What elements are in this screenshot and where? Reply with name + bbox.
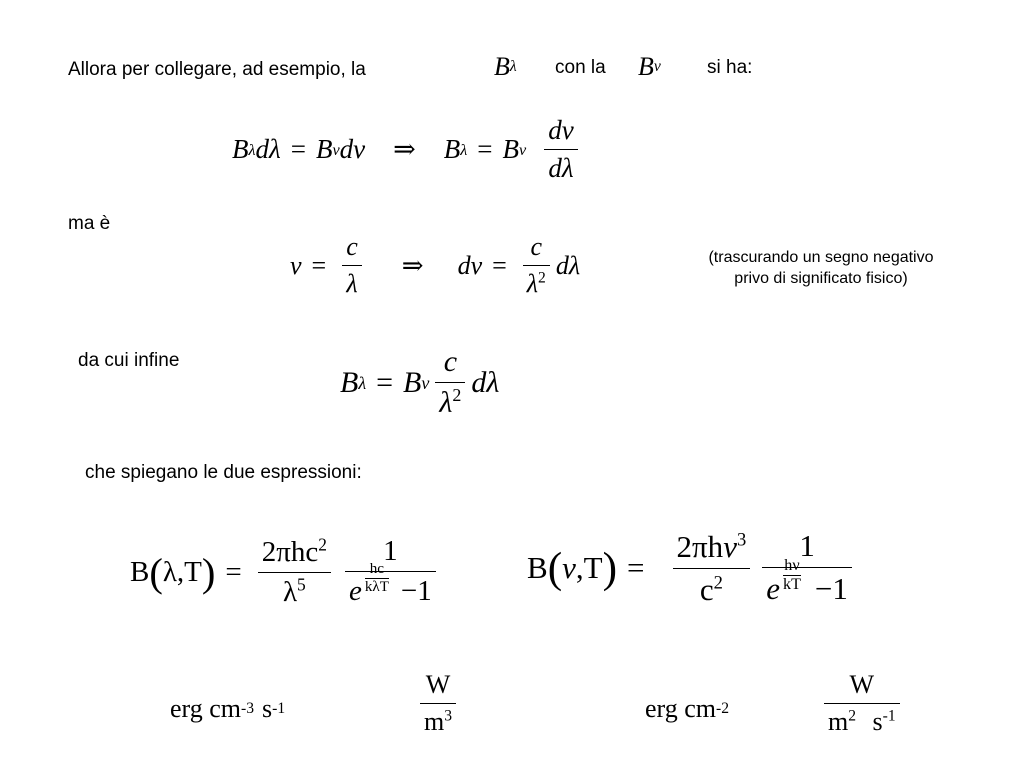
equation-final-conversion: B λ = B ν $\frac{c}{\lambda^2}$ dλ	[340, 345, 500, 419]
units-nu-si-den-m: m	[828, 707, 849, 736]
symbol-b-nu: B ν	[638, 52, 661, 81]
con-la-text: con la	[555, 57, 606, 78]
da-cui-infine-text: da cui infine	[78, 350, 180, 371]
units-nu-si-den-m-exp: 2	[848, 707, 857, 725]
equation-b-conversion: B λ dλ = B ν dν ⇒ B λ = B ν $\frac{d\nu}{d\lambda}$	[232, 115, 584, 184]
units-nu-cgs-base: erg cm	[645, 694, 716, 723]
units-lambda-cgs-s: s	[262, 694, 273, 723]
sign-note-line1: (trascurando un segno negativo	[708, 249, 934, 266]
units-nu-si	[818, 670, 906, 737]
units-lambda-si-num: W	[425, 670, 451, 699]
units-lambda-si-den-exp: 3	[444, 707, 453, 725]
che-spiegano-text: che spiegano le due espressioni:	[85, 462, 362, 483]
units-lambda-si	[414, 670, 462, 737]
planck-lambda-equation: B ( λ,T ) = $\frac{2\pi hc^2}{\lambda^5}$ 1 e $\frac{hc}{\text{kλT}}$ −1	[130, 535, 442, 610]
equation-nu-lambda: ν = $\frac{c}{\lambda}$ ⇒ dν = $\frac{c}{\lambda^2}$ dλ	[290, 232, 581, 298]
ma-e-text: ma è	[68, 213, 111, 234]
planck-nu-equation: B ( ν ,T ) = $\frac{2\pi h\nu^3}{c^2}$ 1 e $\frac{h\nu}{kT}$ −1	[527, 528, 858, 608]
si-ha-text: si ha:	[707, 57, 753, 78]
units-nu-si-num: W	[849, 670, 875, 699]
intro-text: Allora per collegare, ad esempio, la	[68, 59, 366, 80]
units-lambda-cgs-base: erg cm	[170, 694, 241, 723]
units-nu-si-den-s: s	[872, 707, 883, 736]
units-lambda-si-den: m	[424, 707, 445, 736]
symbol-b-lambda: B λ	[494, 52, 517, 81]
sign-note	[676, 247, 966, 289]
units-lambda-cgs: erg cm -3 s -1	[170, 694, 286, 723]
units-nu-si-den-s-exp: -1	[882, 707, 896, 725]
units-nu-cgs: erg cm -2	[645, 694, 729, 723]
sign-note-line2: privo di significato fisico)	[734, 270, 908, 287]
